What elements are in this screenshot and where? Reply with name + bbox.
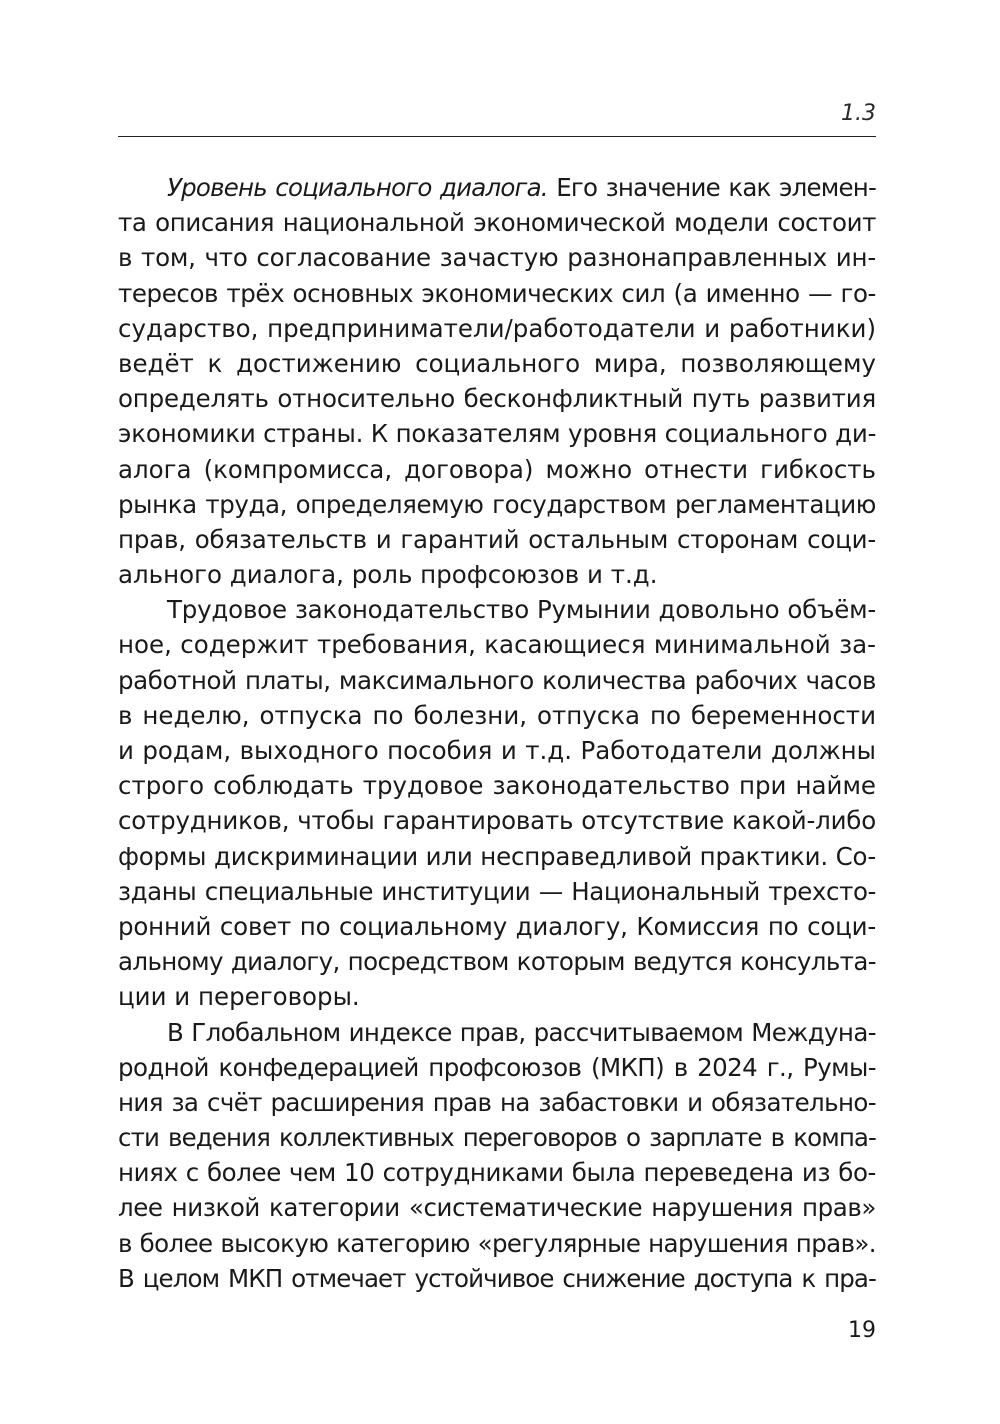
text-line: ведёт к достижению социального мира, позволяющему	[118, 348, 876, 378]
text-line: сударство, предприниматели/работодатели и работники)	[118, 313, 876, 343]
text-line: определять относительно бесконфликтный путь развития	[118, 384, 876, 414]
text-line: родной конфедерацией профсоюзов (МКП) в 2024 г., Румы-	[118, 1052, 876, 1082]
text-line: В целом МКП отмечает устойчивое снижение доступа к пра-	[118, 1263, 876, 1293]
paragraph-global-rights-index	[118, 1015, 876, 1297]
text-line: Трудовое законодательство Румынии довольно объём-	[167, 595, 876, 625]
text-line: в том, что согласование зачастую разнонаправленных ин-	[118, 243, 876, 273]
text-line: сотрудников, чтобы гарантировать отсутствие какой-либо	[118, 806, 876, 836]
text-line: тересов трёх основных экономических сил (а именно — го-	[118, 278, 876, 308]
text-line: прав, обязательств и гарантий остальным сторонам соци-	[118, 524, 876, 554]
text-line: лее низкой категории «систематические нарушения прав»	[118, 1193, 876, 1223]
text-line: формы дискриминации или несправедливой практики. Со-	[118, 841, 876, 871]
text-line: ронний совет по социальному диалогу, Комиссия по соци-	[118, 911, 876, 941]
text-line: ния за счёт расширения прав на забастовки и обязательно-	[118, 1087, 876, 1117]
emphasis-term: Уровень социального диалога.	[167, 173, 548, 202]
text-line: в более высокую категорию «регулярные нарушения прав».	[118, 1228, 876, 1258]
text-line: та описания национальной экономической модели состоит	[118, 208, 876, 238]
text-line: альному диалогу, посредством которым ведутся консульта-	[118, 947, 876, 977]
body-text	[118, 170, 876, 1296]
paragraph-labor-law	[118, 592, 876, 1014]
text-line: ции и переговоры.	[118, 982, 360, 1012]
text-line: в неделю, отпуска по болезни, отпуска по беременности	[118, 700, 876, 730]
running-head: 1.3	[841, 101, 876, 126]
text-line: рынка труда, определяемую государством регламентацию	[118, 489, 876, 519]
page-number: 19	[848, 1318, 876, 1343]
text-line: и родам, выходного пособия и т.д. Работодатели должны	[118, 736, 876, 765]
text-line: ниях с более чем 10 сотрудниками была переведена из бо-	[118, 1158, 876, 1188]
paragraph-social-dialogue	[118, 170, 876, 592]
text-line: сти ведения коллективных переговоров о зарплате в компа-	[118, 1123, 876, 1153]
text-line: В Глобальном индексе прав, рассчитываемом Междуна-	[167, 1017, 876, 1047]
text-line: строго соблюдать трудовое законодательство при найме	[118, 771, 876, 801]
text-line: работной платы, максимального количества рабочих часов	[118, 665, 876, 695]
header-rule	[118, 136, 876, 137]
text-line: ального диалога, роль профсоюзов и т.д.	[118, 560, 658, 590]
text-line: зданы специальные институции — Национальный трехсто-	[118, 876, 876, 906]
text-line: экономики страны. К показателям уровня социального ди-	[118, 419, 877, 449]
text-line: ное, содержит требования, касающиеся минимальной за-	[118, 630, 876, 660]
text-line: Уровень социального диалога. Его значение как элемен-	[167, 173, 876, 202]
text-line: алога (компромисса, договора) можно отнести гибкость	[118, 454, 876, 484]
